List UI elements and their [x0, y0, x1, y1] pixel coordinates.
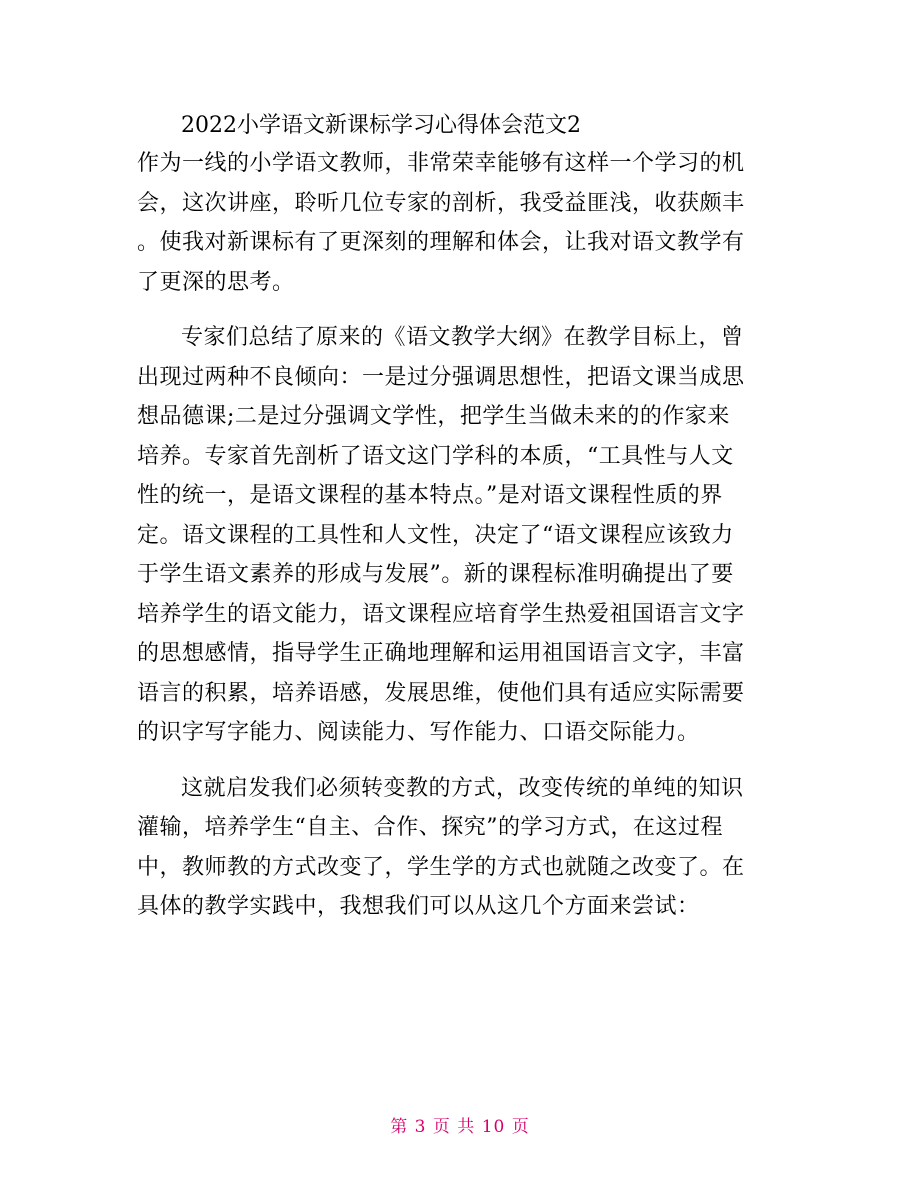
paragraph-line: 语言的积累，培养语感，发展思维，使他们具有适应实际需要: [137, 680, 745, 706]
paragraph-line: 专家们总结了原来的《语文教学大纲》在教学目标上，曾: [181, 325, 744, 350]
paragraph-line: 培养学生的语文能力，语文课程应培育学生热爱祖国语言文字: [137, 601, 745, 627]
paragraph-line: 了更深的思考。: [137, 269, 295, 295]
paragraph-2: [137, 318, 787, 753]
paragraph-line: 具体的教学实践中，我想我们可以从这几个方面来尝试：: [137, 894, 700, 919]
paragraph-line: 于学生语文素养的形成与发展”。新的课程标准明确提出了要: [137, 562, 734, 587]
paragraph-line: 作为一线的小学语文教师，非常荣幸能够有这样一个学习的机: [137, 151, 745, 176]
paragraph-line: 的识字写字能力、阅读能力、写作能力、口语交际能力。: [137, 720, 700, 745]
paragraph-line: 想品德课;二是过分强调文学性，把学生当做未来的的作家来: [137, 404, 730, 429]
paragraph-line: 培养。专家首先剖析了语文这门学科的本质，“工具性与人文: [137, 443, 734, 469]
paragraph-line: 灌输，培养学生“自主、合作、探究”的学习方式，在这过程: [137, 815, 723, 840]
page-number-footer: 第 3 页 共 10 页: [390, 1117, 530, 1137]
paragraph-line: 定。语文课程的工具性和人文性，决定了“语文课程应该致力: [137, 522, 734, 548]
paragraph-line: 。使我对新课标有了更深刻的理解和体会，让我对语文教学有: [137, 230, 745, 255]
document-title: 2022小学语文新课标学习心得体会范文2: [181, 113, 581, 138]
document-body: [137, 108, 787, 927]
paragraph-1: [137, 144, 787, 302]
paragraph-line: 这就启发我们必须转变教的方式，改变传统的单纯的知识: [181, 775, 744, 801]
paragraph-3: [137, 769, 787, 927]
paragraph-line: 性的统一，是语文课程的基本特点。”是对语文课程性质的界: [137, 483, 723, 508]
paragraph-spacer: [137, 302, 787, 318]
paragraph-line: 的思想感情，指导学生正确地理解和运用祖国语言文字，丰富: [137, 641, 745, 666]
paragraph-spacer: [137, 753, 787, 769]
paragraph-line: 会，这次讲座，聆听几位专家的剖析，我受益匪浅，收获颇丰: [137, 190, 745, 216]
paragraph-line: 出现过两种不良倾向：一是过分强调思想性，把语文课当成思: [137, 364, 745, 390]
paragraph-line: 中，教师教的方式改变了，学生学的方式也就随之改变了。在: [137, 854, 745, 880]
